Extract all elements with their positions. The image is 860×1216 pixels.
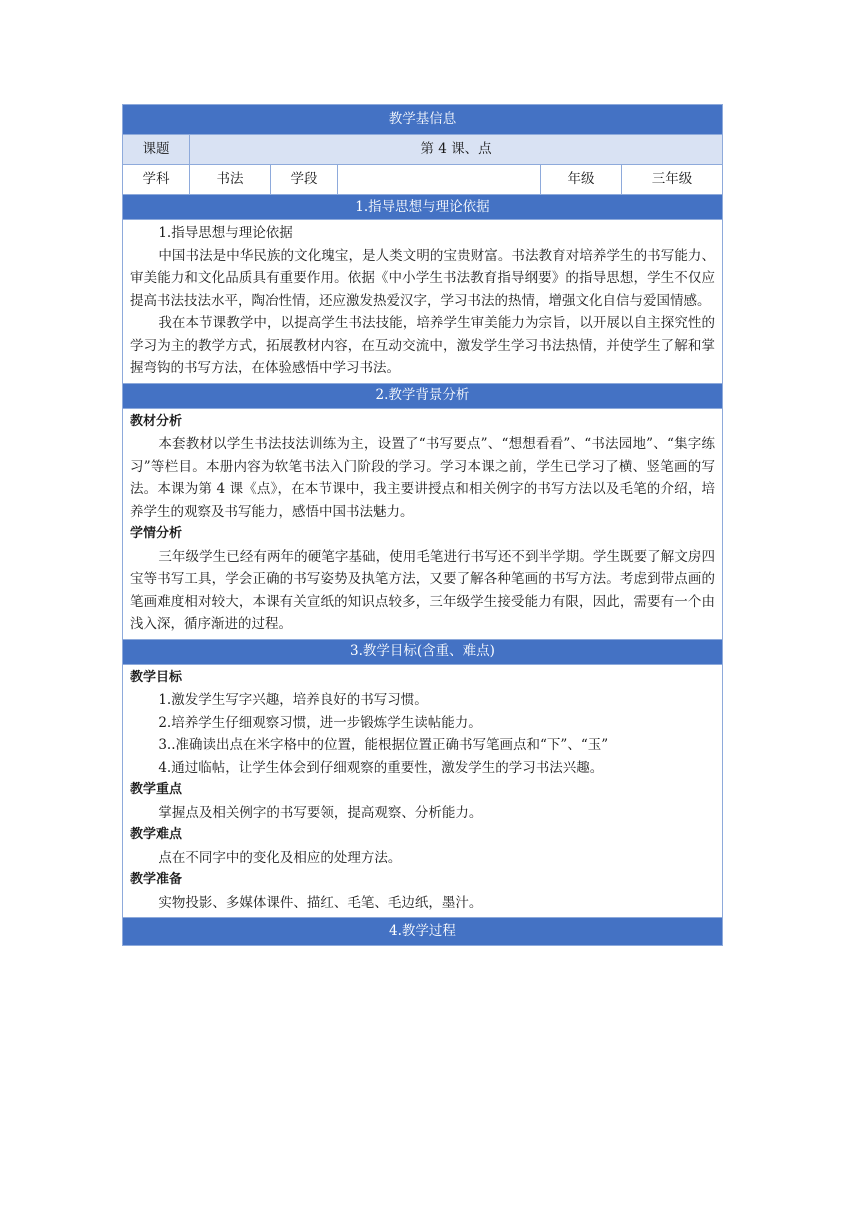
grade-label: 年级 (541, 165, 622, 195)
material-analysis-text: 本套教材以学生书法技法训练为主，设置了“书写要点”、“想想看看”、“书法园地”、“集字练习”等栏目。本册内容为软笔书法入门阶段的学习。学习本课之前，学生已学习了横、竖笔画的写法。本课为第 4 课《点》，在本节课中，我主要讲授点和相关例字的书写方法以及毛笔的介绍，培养学生的观察及书写能力，感悟中国书法魅力。 (130, 436, 715, 520)
goal-item: 3..准确读出点在米字格中的位置，能根据位置正确书写笔画点和“下”、“玉” (158, 737, 609, 753)
section1-paragraph: 中国书法是中华民族的文化瑰宝，是人类文明的宝贵财富。书法教育对培养学生的书写能力、审美能力和文化品质具有重要作用。依据《中小学生书法教育指导纲要》的指导思想，学生不仅应提高书法技法水平，陶冶性情，还应激发热爱汉字，学习书法的热情，增强文化自信与爱国情感。 (130, 247, 715, 309)
difficulty-text: 点在不同字中的变化及相应的处理方法。 (158, 849, 402, 866)
key-point-text: 掌握点及相关例字的书写要领，提高观察、分析能力。 (158, 804, 483, 821)
student-analysis-title: 学情分析 (130, 526, 183, 541)
topic-label: 课题 (123, 135, 190, 165)
section1-paragraph: 1.指导思想与理论依据 (158, 225, 293, 241)
section1-body (123, 220, 723, 384)
section1-paragraph: 我在本节课教学中，以提高学生书法技能，培养学生审美能力为宗旨，以开展以自主探究性的学习为主的教学方式，拓展教材内容，在互动交流中，激发学生学习书法热情，并使学生了解和掌握弯钩的书写方法，在体验感悟中学习书法。 (130, 315, 715, 376)
key-point-title: 教学重点 (130, 782, 183, 797)
stage-value (338, 165, 541, 195)
subject-value: 书法 (190, 165, 271, 195)
goal-item: 4.通过临帖，让学生体会到仔细观察的重要性，激发学生的学习书法兴趣。 (158, 759, 604, 776)
section2-body (123, 408, 723, 639)
preparation-title: 教学准备 (130, 872, 183, 887)
subject-label: 学科 (123, 165, 190, 195)
goals-title: 教学目标 (130, 669, 183, 685)
table-title: 教学基信息 (123, 105, 723, 135)
goal-item: 2.培养学生仔细观察习惯，进一步锻炼学生读帖能力。 (158, 714, 482, 731)
section3-heading: 3.教学目标(含重、难点) (123, 639, 723, 664)
preparation-text: 实物投影、多媒体课件、描红、毛笔、毛边纸，墨汁。 (158, 894, 483, 911)
lesson-plan-table (122, 104, 723, 946)
material-analysis-title: 教材分析 (130, 413, 183, 429)
difficulty-title: 教学难点 (130, 827, 183, 842)
topic-value: 第 4 课、点 (190, 135, 723, 165)
grade-value: 三年级 (622, 165, 723, 195)
section2-heading: 2.教学背景分析 (123, 383, 723, 408)
student-analysis-text: 三年级学生已经有两年的硬笔字基础，使用毛笔进行书写还不到半学期。学生既要了解文房四宝等书写工具，学会正确的书写姿势及执笔方法，又要了解各种笔画的书写方法。考虑到带点画的笔画难度相对较大，本课有关宣纸的知识点较多，三年级学生接受能力有限，因此，需要有一个由浅入深，循序渐进的过程。 (130, 548, 715, 632)
section3-body (123, 664, 723, 918)
section4-heading: 4.教学过程 (123, 918, 723, 946)
stage-label: 学段 (271, 165, 338, 195)
section1-heading: 1.指导思想与理论依据 (123, 195, 723, 220)
goal-item: 1.激发学生写字兴趣，培养良好的书写习惯。 (158, 692, 428, 708)
